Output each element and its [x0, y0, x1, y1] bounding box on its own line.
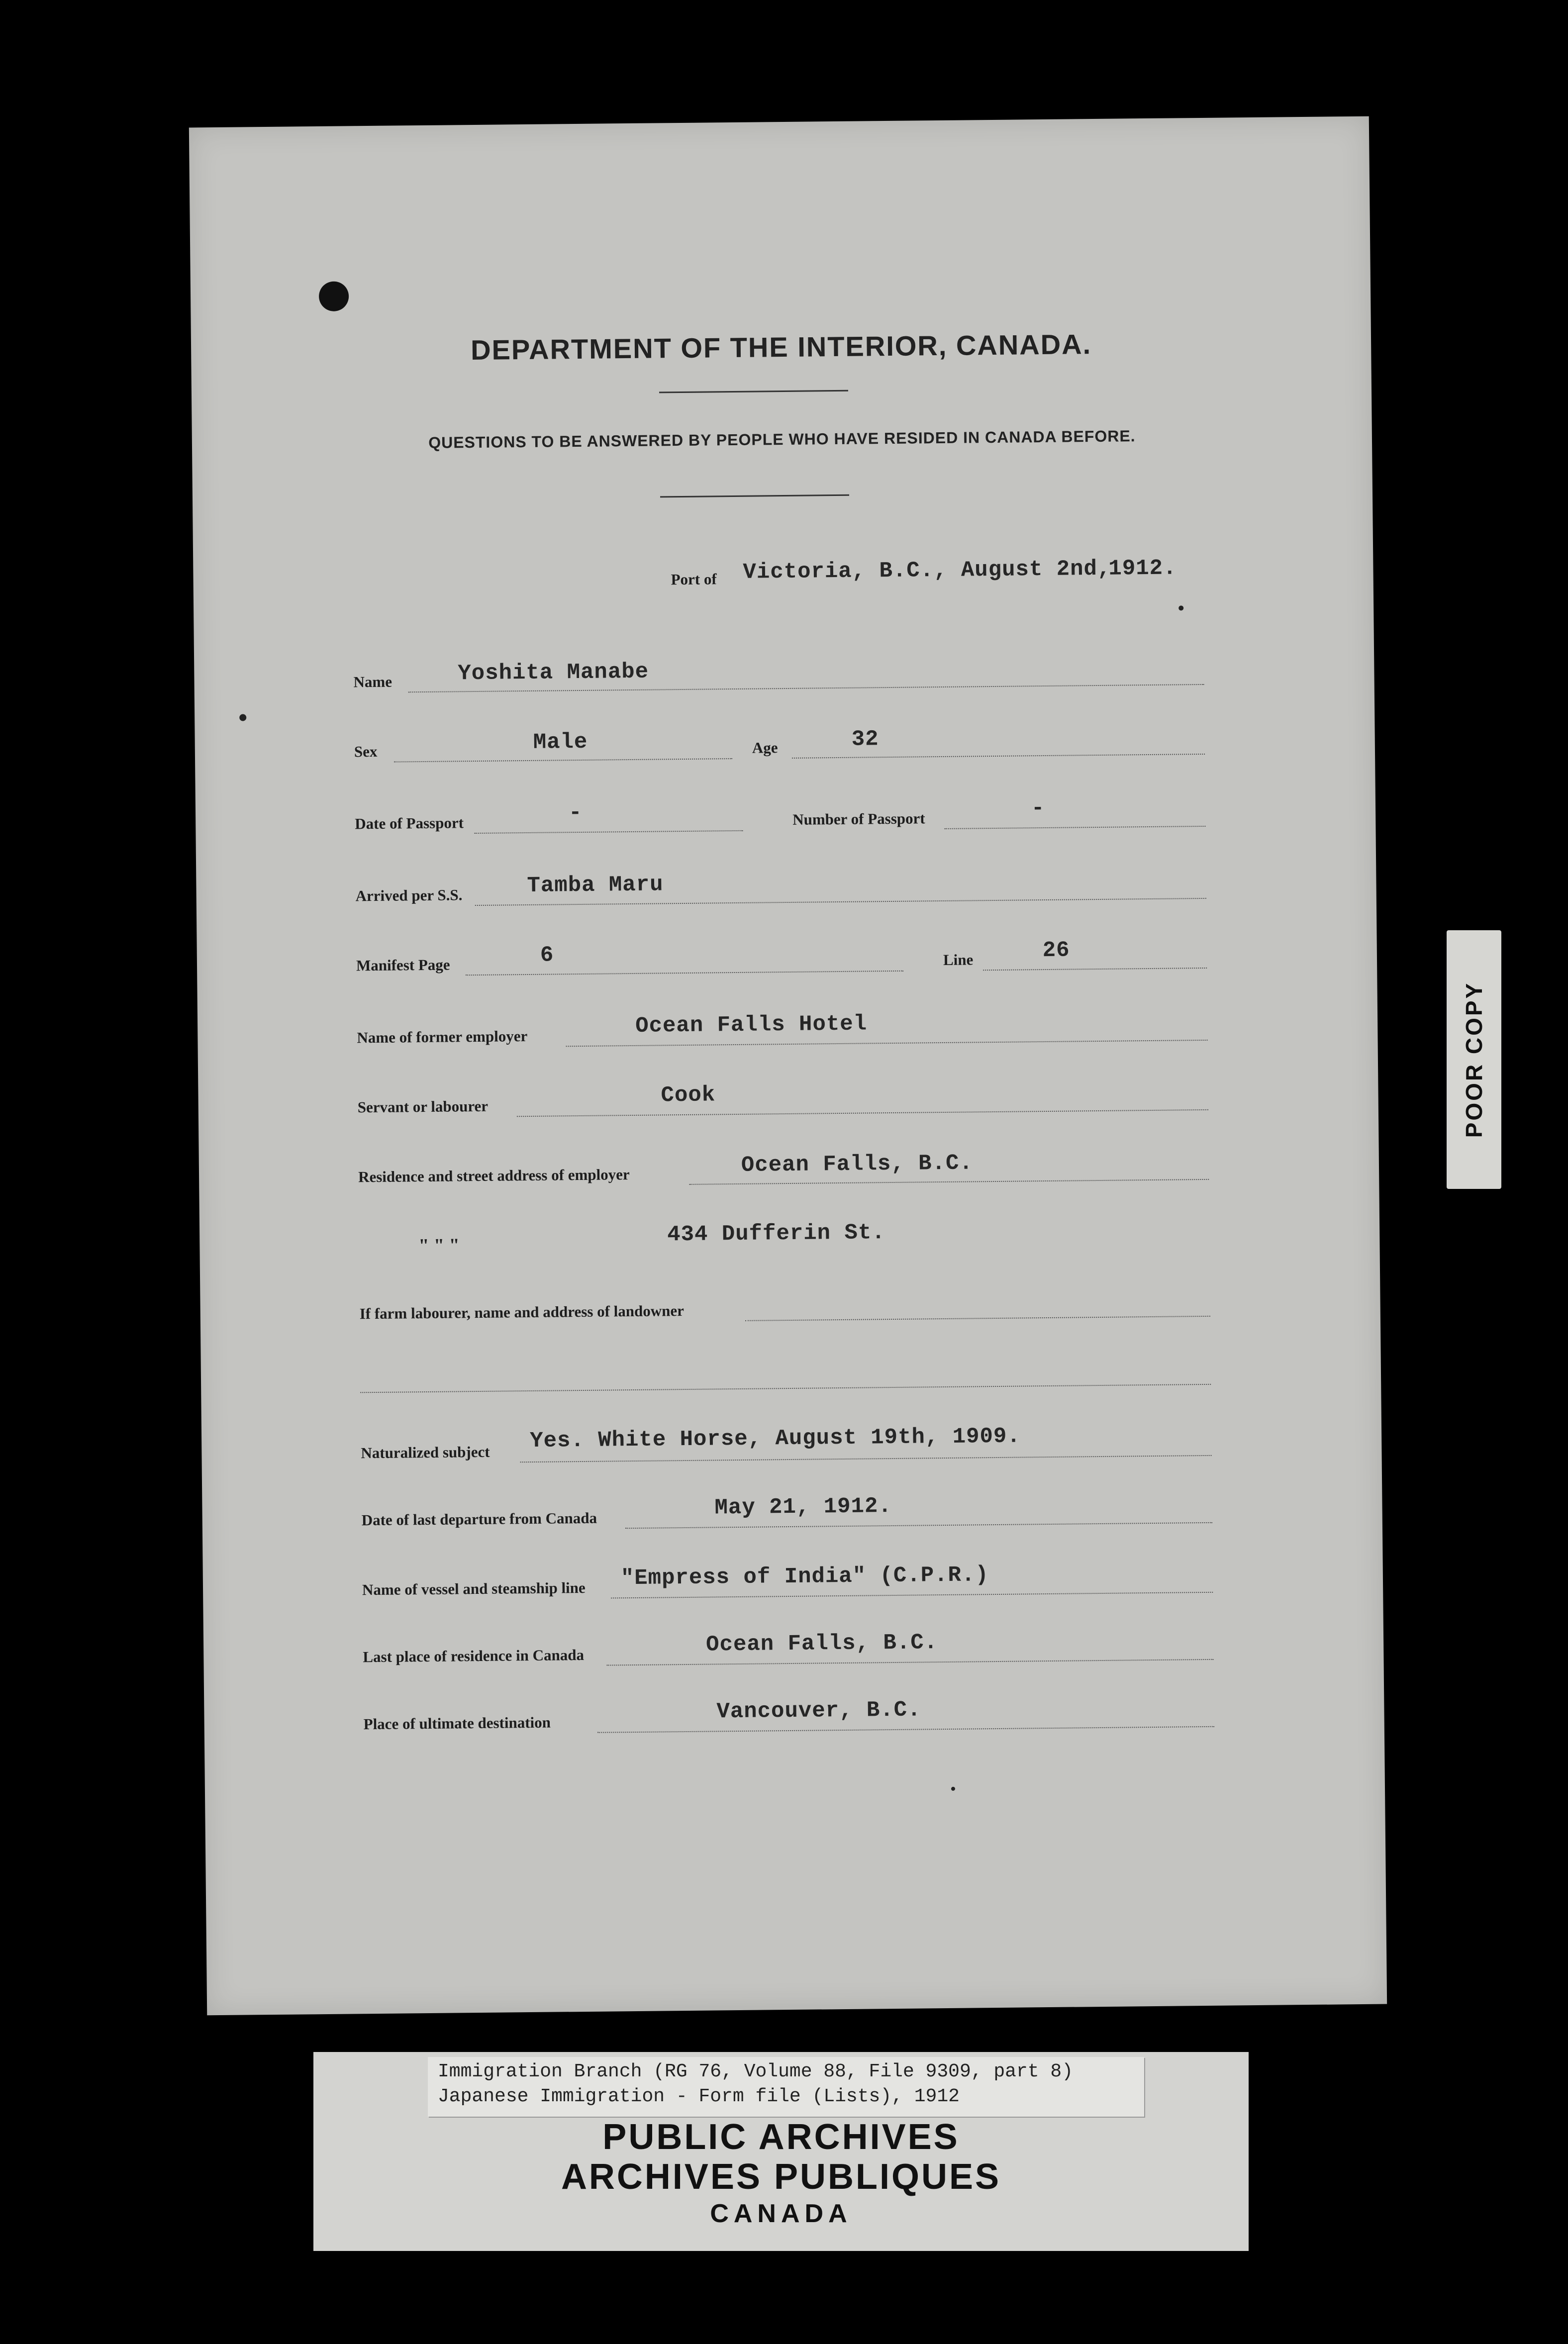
manifest-value: 6: [540, 943, 554, 968]
age-line: [792, 754, 1205, 759]
poor-copy-text: POOR COPY: [1461, 981, 1487, 1138]
archive-name-french: ARCHIVES PUBLIQUES: [561, 2157, 1001, 2197]
naturalized-label: Naturalized subject: [361, 1443, 490, 1462]
farm-line: [745, 1316, 1210, 1321]
vessel-value: "Empress of India" (C.P.R.): [620, 1563, 989, 1591]
departure-value: May 21, 1912.: [714, 1494, 892, 1521]
destination-line: [597, 1726, 1214, 1733]
port-label: Port of: [671, 570, 717, 588]
ship-value: Tamba Maru: [527, 872, 664, 899]
manifest-label: Manifest Page: [356, 956, 450, 975]
name-label: Name: [353, 673, 392, 691]
last-residence-line: [607, 1659, 1214, 1666]
servant-line: [517, 1109, 1208, 1117]
name-value: Yoshita Manabe: [458, 659, 649, 686]
passport-number-label: Number of Passport: [792, 809, 925, 828]
residence-line: [689, 1179, 1209, 1185]
form-sheet: [189, 116, 1387, 2016]
residence-value: Ocean Falls, B.C.: [741, 1151, 974, 1178]
passport-number-line: [944, 826, 1205, 829]
servant-label: Servant or labourer: [357, 1097, 489, 1116]
employer-value: Ocean Falls Hotel: [635, 1011, 868, 1039]
vessel-line: [611, 1592, 1213, 1599]
departure-line: [625, 1522, 1212, 1529]
naturalized-line: [520, 1455, 1212, 1463]
sex-line: [394, 758, 732, 763]
line-label: Line: [943, 951, 974, 969]
poor-copy-stamp: [1447, 930, 1501, 1189]
form-subtitle: QUESTIONS TO BE ANSWERED BY PEOPLE WHO HAVE RESIDED IN CANADA BEFORE.: [428, 427, 1136, 452]
residence-value-2: 434 Dufferin St.: [667, 1220, 885, 1248]
age-value: 32: [851, 727, 879, 752]
last-residence-label: Last place of residence in Canada: [363, 1646, 585, 1666]
subtitle-rule: [660, 494, 849, 498]
last-residence-value: Ocean Falls, B.C.: [705, 1630, 938, 1658]
archive-name-english: PUBLIC ARCHIVES: [602, 2117, 960, 2157]
destination-value: Vancouver, B.C.: [716, 1697, 921, 1725]
passport-number-value: -: [1031, 796, 1045, 821]
destination-label: Place of ultimate destination: [363, 1713, 551, 1733]
dust-speck: [951, 1787, 955, 1791]
employer-label: Name of former employer: [357, 1027, 528, 1047]
farm-label: If farm labourer, name and address of landowner: [359, 1302, 685, 1323]
dust-speck: [239, 714, 246, 721]
residence-label: Residence and street address of employer: [358, 1166, 630, 1186]
vessel-label: Name of vessel and steamship line: [362, 1578, 586, 1599]
sex-label: Sex: [354, 742, 378, 761]
employer-line: [566, 1040, 1208, 1047]
title-rule: [659, 390, 848, 393]
ship-line: [475, 898, 1206, 906]
departure-label: Date of last departure from Canada: [361, 1509, 597, 1529]
passport-date-line: [474, 830, 743, 834]
archive-label-card: [313, 2052, 1249, 2251]
reference-line-2: Japanese Immigration - Form file (Lists), 1912: [438, 2086, 960, 2107]
reference-label: [428, 2057, 1144, 2117]
ditto-marks: " " ": [418, 1235, 460, 1257]
punch-hole: [319, 281, 349, 311]
dust-speck: [1178, 605, 1183, 610]
sex-value: Male: [533, 729, 588, 755]
manifest-line: [466, 971, 903, 976]
port-value: Victoria, B.C., August 2nd,: [743, 556, 1111, 585]
age-label: Age: [752, 739, 778, 757]
servant-value: Cook: [661, 1082, 716, 1108]
year-value: 1912.: [1108, 556, 1177, 582]
line-value: 26: [1042, 938, 1070, 964]
page-title: DEPARTMENT OF THE INTERIOR, CANADA.: [470, 328, 1092, 366]
ship-label: Arrived per S.S.: [355, 886, 463, 905]
reference-line-1: Immigration Branch (RG 76, Volume 88, File 9309, part 8): [438, 2061, 1074, 2082]
naturalized-value: Yes. White Horse, August 19th, 1909.: [529, 1424, 1021, 1454]
farm-line-2: [360, 1384, 1211, 1393]
archive-country: CANADA: [710, 2199, 852, 2228]
passport-date-label: Date of Passport: [355, 814, 464, 833]
passport-date-value: -: [568, 800, 583, 826]
line-number-line: [983, 968, 1207, 971]
